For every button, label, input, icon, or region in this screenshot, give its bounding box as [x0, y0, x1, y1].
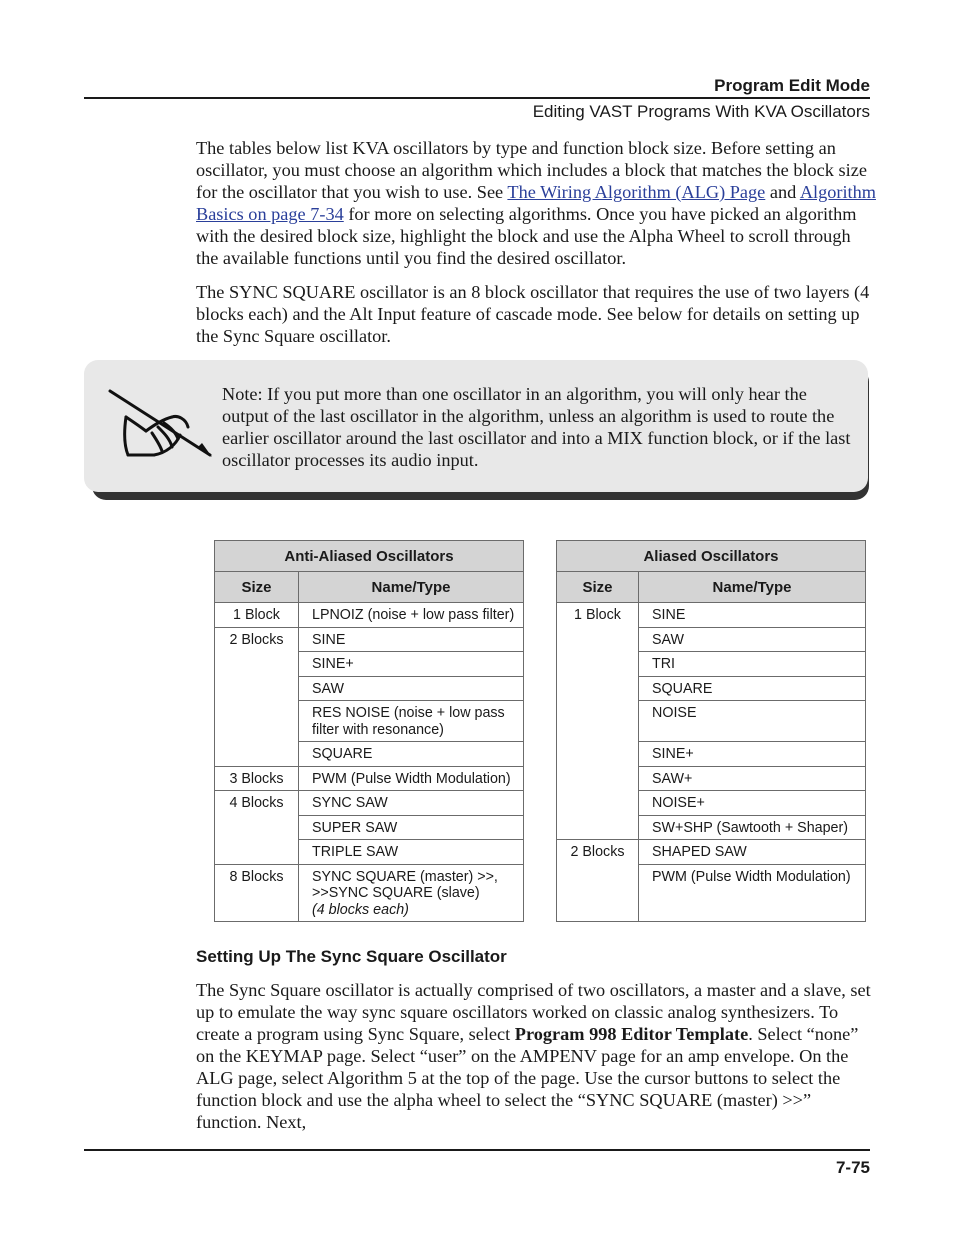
name-cell: NOISE: [639, 701, 866, 742]
name-cell: [299, 864, 524, 922]
sync-text-b: . Select “none” on the KEYMAP page. Select “user” on the AMPENV page for an amp envelope. On the ALG page, select Algorithm 5 at the top of the page. Use the cursor buttons to select the function block and use the alpha wheel to select the “SYNC SQUARE (master) >>” function. Next,: [196, 1024, 859, 1132]
table-row: [215, 864, 524, 922]
size-cell: 3 Blocks: [215, 766, 299, 791]
algorithm-basics-link[interactable]: Algorithm Basics on page 7-34: [196, 182, 876, 224]
size-cell: 8 Blocks: [215, 864, 299, 922]
column-header-size: Size: [557, 572, 639, 603]
name-cell: SAW+: [639, 766, 866, 791]
table-row: [215, 627, 524, 652]
column-header-size: Size: [215, 572, 299, 603]
name-cell: TRI: [639, 652, 866, 677]
aliased-oscillators-table: [556, 540, 866, 922]
pen-writing-icon: [106, 387, 214, 461]
intro-text-a: The tables below list KVA oscillators by type and function block size. Before setting an oscillator, you must choose an algorithm which includes a block that matches the block size for the oscillator that you wish to use. See: [196, 138, 867, 202]
size-cell: 4 Blocks: [215, 791, 299, 865]
table-row: [557, 840, 866, 865]
name-cell: SAW: [299, 676, 524, 701]
size-cell: 1 Block: [557, 603, 639, 840]
name-cell: SYNC SAW: [299, 791, 524, 816]
name-cell: TRIPLE SAW: [299, 840, 524, 865]
name-text: SYNC SQUARE (master) >>, >>SYNC SQUARE (slave): [312, 868, 498, 901]
name-cell: LPNOIZ (noise + low pass filter): [299, 603, 524, 628]
section-heading: Setting Up The Sync Square Oscillator: [196, 947, 507, 966]
column-header-name-type: Name/Type: [639, 572, 866, 603]
name-cell: PWM (Pulse Width Modulation): [639, 864, 866, 921]
page-number: 7-75: [835, 1158, 870, 1177]
sync-setup-paragraph: [196, 979, 876, 1133]
size-cell: 2 Blocks: [215, 627, 299, 766]
name-cell: SAW: [639, 627, 866, 652]
intro-text-b: and: [765, 182, 800, 202]
name-cell: SINE+: [639, 742, 866, 767]
sync-square-intro-paragraph: The SYNC SQUARE oscillator is an 8 block oscillator that requires the use of two layers (4 blocks each) and the Alt Input feature of cascade mode. See below for details on setting up the Sync Square oscillator.: [196, 282, 870, 346]
name-cell: SQUARE: [299, 742, 524, 767]
table-title: Anti-Aliased Oscillators: [215, 541, 524, 572]
name-note: (4 blocks each): [312, 901, 409, 918]
table-row: [215, 766, 524, 791]
name-cell: RES NOISE (noise + low pass filter with resonance): [299, 701, 524, 742]
name-cell: SINE+: [299, 652, 524, 677]
column-header-name-type: Name/Type: [299, 572, 524, 603]
name-cell: SW+SHP (Sawtooth + Shaper): [639, 815, 866, 840]
table-row: [215, 603, 524, 628]
intro-text-c: for more on selecting algorithms. Once you have picked an algorithm with the desired block size, highlight the block and use the Alpha Wheel to scroll through the available functions until you find the desired oscillator.: [196, 204, 857, 268]
name-cell: SUPER SAW: [299, 815, 524, 840]
table-row: [557, 603, 866, 628]
table-row: [215, 791, 524, 816]
template-name-bold: Program 998 Editor Template: [514, 1024, 749, 1044]
footer-rule: [84, 1149, 870, 1151]
name-cell: SINE: [299, 627, 524, 652]
header-section-title: Program Edit Mode: [714, 76, 870, 95]
header-subtitle: Editing VAST Programs With KVA Oscillators: [532, 102, 870, 121]
name-cell: SQUARE: [639, 676, 866, 701]
size-cell: 1 Block: [215, 603, 299, 628]
name-cell: NOISE+: [639, 791, 866, 816]
header-rule: [84, 97, 870, 99]
name-cell: SHAPED SAW: [639, 840, 866, 865]
anti-aliased-oscillators-table: [214, 540, 524, 922]
wiring-algorithm-link[interactable]: The Wiring Algorithm (ALG) Page: [507, 182, 766, 202]
name-cell: PWM (Pulse Width Modulation): [299, 766, 524, 791]
size-cell: 2 Blocks: [557, 840, 639, 922]
intro-paragraph: [196, 137, 876, 269]
table-title: Aliased Oscillators: [557, 541, 866, 572]
note-text: Note: If you put more than one oscillator in an algorithm, you will only hear the output of the last oscillator in the algorithm, unless an algorithm is used to route the earlier oscillator around the last oscillator and into a MIX function block, or if the last oscillator processes its audio input.: [222, 384, 851, 470]
name-cell: SINE: [639, 603, 866, 628]
sync-text-a: The Sync Square oscillator is actually comprised of two oscillators, a master and a slave, set up to emulate the way sync square oscillators worked on classic analog synthesizers. To create a program using Sync Square, select: [196, 980, 871, 1044]
